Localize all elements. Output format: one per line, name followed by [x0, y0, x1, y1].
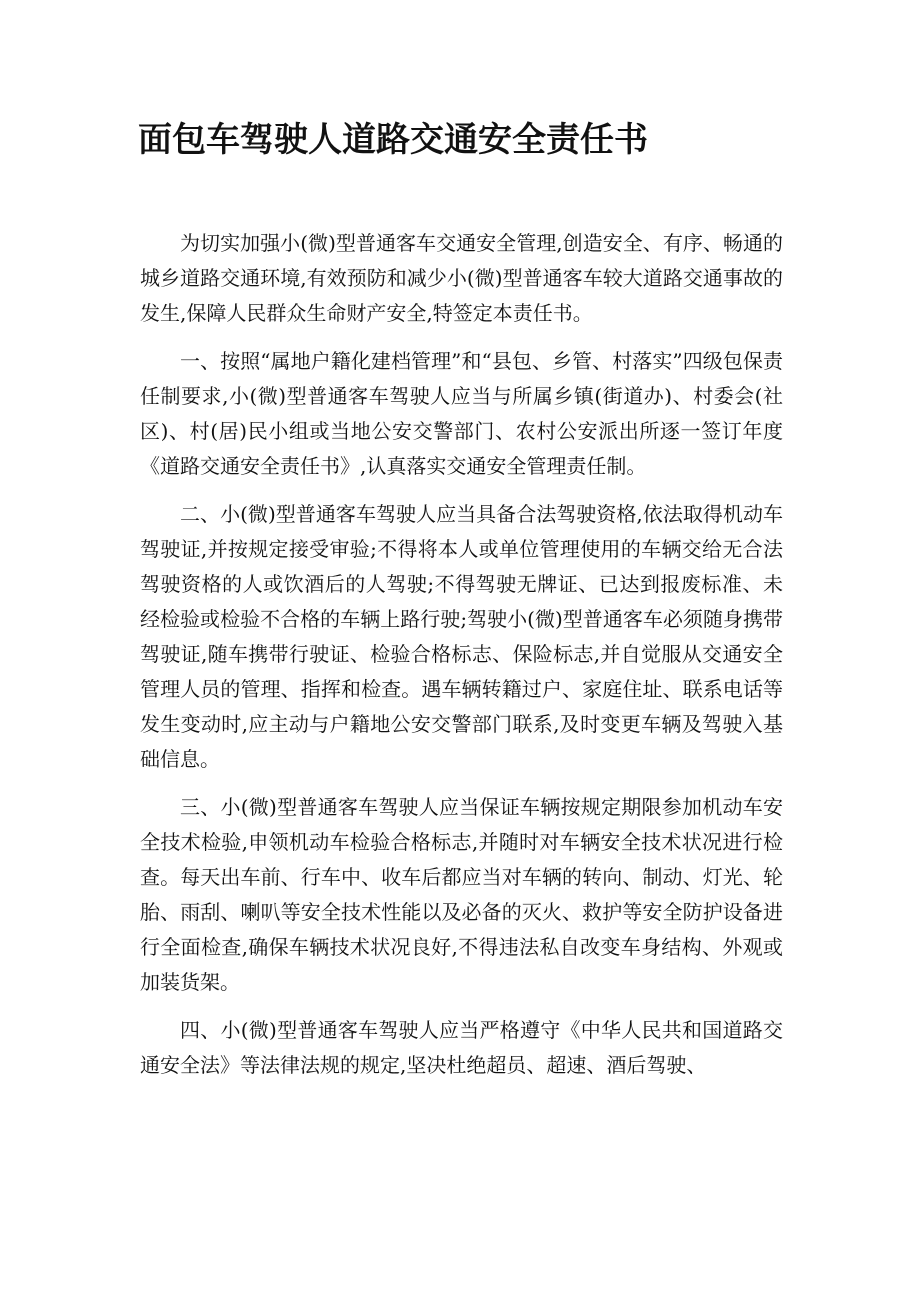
paragraph-clause-3: 三、小(微)型普通客车驾驶人应当保证车辆按规定期限参加机动车安全技术检验,申领机动车检验合格标志,并随时对车辆安全技术状况进行检查。每天出车前、行车中、收车后都应当对车辆的转向、制动、灯光、轮胎、雨刮、喇叭等安全技术性能以及必备的灭火、救护等安全防护设备进行全面检查,确保车辆技术状况良好,不得违法私自改变车身结构、外观或加装货架。 — [140, 795, 783, 994]
paragraph-clause-4: 四、小(微)型普通客车驾驶人应当严格遵守《中华人民共和国道路交通安全法》等法律法规的规定,坚决杜绝超员、超速、酒后驾驶、 — [140, 1018, 783, 1077]
paragraph-clause-2: 二、小(微)型普通客车驾驶人应当具备合法驾驶资格,依法取得机动车驾驶证,并按规定接受审验;不得将本人或单位管理使用的车辆交给无合法驾驶资格的人或饮酒后的人驾驶;不得驾驶无牌证、已达到报废标准、未经检验或检验不合格的车辆上路行驶;驾驶小(微)型普通客车必须随身携带驾驶证,随车携带行驶证、检验合格标志、保险标志,并自觉服从交通安全管理人员的管理、指挥和检查。遇车辆转籍过户、家庭住址、联系电话等发生变动时,应主动与户籍地公安交警部门联系,及时变更车辆及驾驶入基础信息。 — [140, 502, 783, 771]
paragraph-clause-1: 一、按照“属地户籍化建档管理”和“县包、乡管、村落实”四级包保责任制要求,小(微)型普通客车驾驶人应当与所属乡镇(街道办)、村委会(社区)、村(居)民小组或当地公安交警部门、农村公安派出所逐一签订年度《道路交通安全责任书》,认真落实交通安全管理责任制。 — [140, 349, 783, 478]
document-title: 面包车驾驶人道路交通安全责任书 — [138, 120, 648, 160]
paragraph-intro: 为切实加强小(微)型普通客车交通安全管理,创造安全、有序、畅通的城乡道路交通环境,有效预防和减少小(微)型普通客车较大道路交通事故的发生,保障人民群众生命财产安全,特签定本责任书。 — [140, 231, 783, 325]
document-body — [140, 226, 783, 1096]
